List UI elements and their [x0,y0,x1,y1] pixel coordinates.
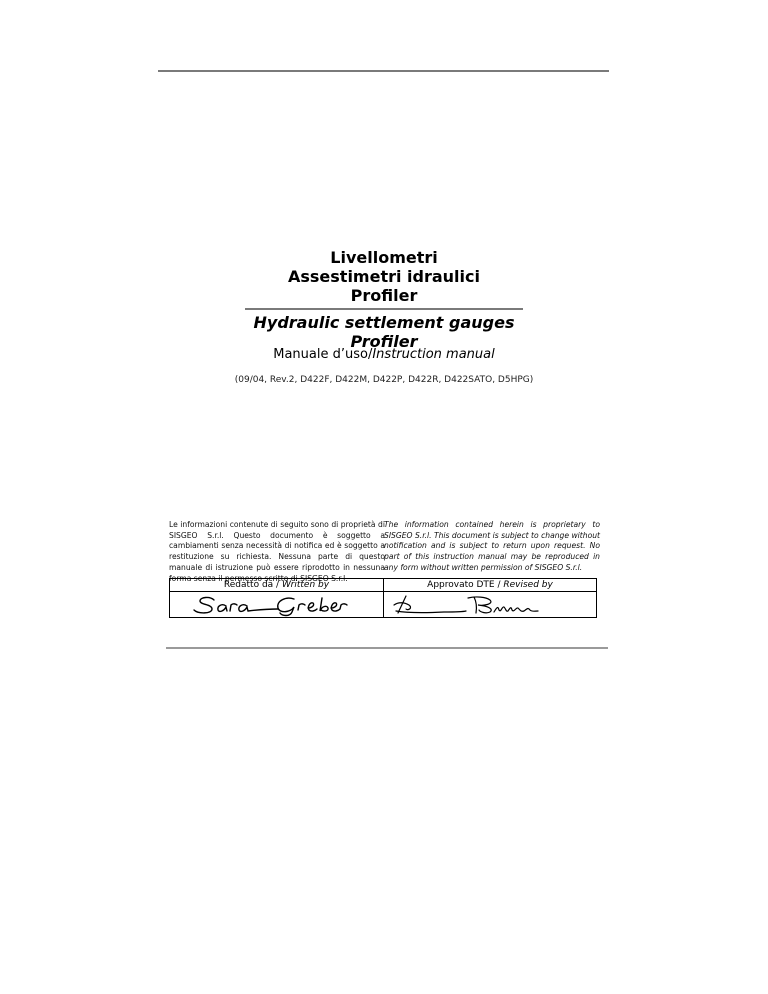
title-line-2: Assestimetri idraulici [287,267,480,286]
approved-by-column [384,579,596,617]
title-line-4: Hydraulic settlement gauges [253,313,515,332]
title-divider [245,308,523,310]
notice-italian: Le informazioni contenute di seguito sono di proprietà di SISGEO S.r.l. Questo documento è soggetto a cambiamenti senza necessità di notifica ed è soggetto a restituzione su richiesta. Nessuna parte di questo manuale di istruzione può essere riprodotto in nessuna forma senza il permesso scritto di SISGEO S.r.l. [169,520,385,583]
model-list: (09/04, Rev.2, D422F, D422M, D422P, D422R, D422SATO, D5HPG) [234,375,534,385]
written-by-column [170,579,384,617]
document-title [0,248,768,351]
title-line-5: Profiler [350,332,418,351]
written-by-label-it: Redatto da / [223,580,282,590]
manual-label [0,347,768,362]
bottom-rule [166,647,608,649]
written-by-header [170,579,383,592]
written-by-label-en: Written by [281,580,330,590]
written-signature [170,592,382,617]
top-rule [158,70,609,72]
signature-table [169,578,597,618]
notice-english: The information contained herein is proprietary to SISGEO S.r.l. This document is subject to change without notification and is subject to return upon request. No part of this instruction manual may be reproduced in any form without written permission of SISGEO S.r.l. [384,520,600,572]
manual-label-en: Instruction manual [372,347,495,362]
approved-by-label-en: Revised by [503,580,553,590]
approved-by-header [384,579,596,592]
approved-signature [384,592,596,617]
title-line-1: Livellometri [330,248,438,267]
manual-label-it: Manuale d’uso/ [273,347,373,362]
approved-by-label-it: Approvato DTE / [427,580,504,590]
title-line-3: Profiler [350,286,418,305]
